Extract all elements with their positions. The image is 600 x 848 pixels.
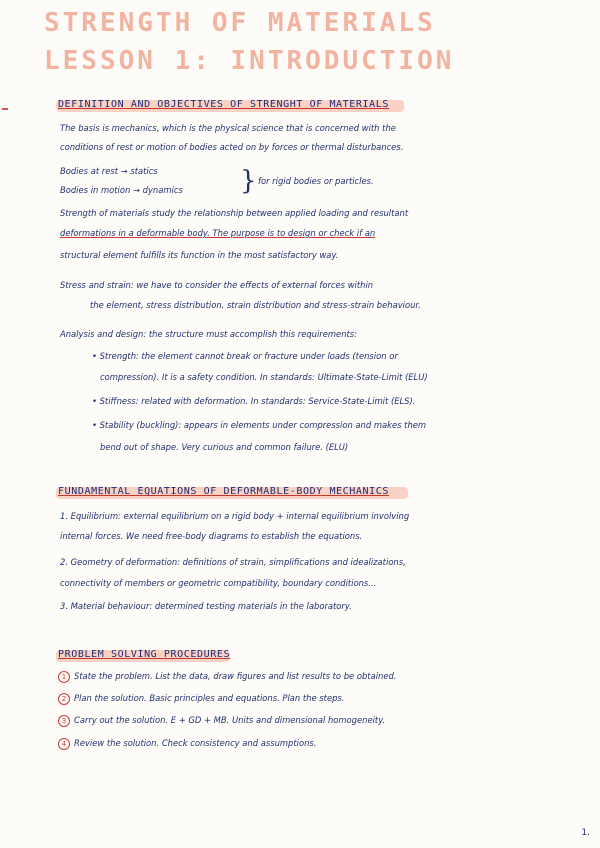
- s1-line-11: Analysis and design: the structure must accomplish this requirements:: [60, 329, 357, 339]
- s1-line-8: structural element fulfills its function in the most satisfactory way.: [60, 250, 339, 260]
- s1-line-15: • Stability (buckling): appears in elements under compression and makes them: [92, 420, 427, 430]
- s2-line-4: connectivity of members or geometric compatibility, boundary conditions...: [60, 578, 377, 588]
- s1-line-14: • Stiffness: related with deformation. In standards: Service-State-Limit (ELS).: [92, 396, 416, 406]
- section2-heading: FUNDAMENTAL EQUATIONS OF DEFORMABLE-BODY MECHANICS: [58, 486, 390, 497]
- s1-line-2: conditions of rest or motion of bodies acted on by forces or thermal disturbances.: [60, 142, 404, 152]
- s1-line-13: compression). It is a safety condition. In standards: Ultimate-State-Limit (ELU): [100, 372, 428, 382]
- s1-line-5: for rigid bodies or particles.: [258, 176, 374, 186]
- step-number-circle: 3: [58, 715, 70, 727]
- s3-item-3: [58, 715, 385, 727]
- s1-line-6: Strength of materials study the relationship between applied loading and resultant: [60, 208, 409, 218]
- page-number: 1.: [581, 828, 590, 838]
- s3-item-text: Plan the solution. Basic principles and equations. Plan the steps.: [74, 693, 345, 703]
- s3-item-text: Carry out the solution. E + GD + MB. Units and dimensional homogeneity.: [74, 715, 386, 725]
- step-number-circle: 1: [58, 671, 70, 683]
- s1-line-1: The basis is mechanics, which is the physical science that is concerned with the: [60, 123, 396, 133]
- s1-line-4: Bodies in motion → dynamics: [60, 185, 183, 195]
- s2-line-3: 2. Geometry of deformation: definitions of strain, simplifications and idealizations,: [60, 557, 406, 567]
- s3-item-4: [58, 738, 316, 750]
- s2-line-5: 3. Material behaviour: determined testing materials in the laboratory.: [60, 601, 352, 611]
- s3-item-text: State the problem. List the data, draw figures and list results to be obtained.: [74, 671, 397, 681]
- s1-line-12: • Strength: the element cannot break or fracture under loads (tension or: [92, 351, 398, 361]
- s2-line-1: 1. Equilibrium: external equilibrium on a rigid body + internal equilibrium involving: [60, 511, 410, 521]
- brace-symbol: }: [240, 166, 257, 196]
- s1-line-9: Stress and strain: we have to consider the effects of external forces within: [60, 280, 374, 290]
- title-line-2: LESSON 1: INTRODUCTION: [44, 46, 455, 76]
- s1-line-7: deformations in a deformable body. The purpose is to design or check if an: [60, 228, 376, 238]
- s3-item-2: [58, 693, 344, 705]
- s1-line-10: the element, stress distribution, strain distribution and stress-strain behaviour.: [90, 300, 421, 310]
- s3-item-text: Review the solution. Check consistency and assumptions.: [74, 738, 317, 748]
- step-number-circle: 4: [58, 738, 70, 750]
- step-number-circle: 2: [58, 693, 70, 705]
- section1-heading: DEFINITION AND OBJECTIVES OF STRENGHT OF MATERIALS: [58, 99, 390, 110]
- s1-line-3: Bodies at rest → statics: [60, 166, 158, 176]
- section3-heading: PROBLEM SOLVING PROCEDURES: [58, 649, 231, 660]
- s2-line-2: internal forces. We need free-body diagrams to establish the equations.: [60, 531, 363, 541]
- margin-mark: [2, 108, 8, 110]
- s1-line-16: bend out of shape. Very curious and common failure. (ELU): [100, 442, 349, 452]
- title-line-1: STRENGTH OF MATERIALS: [44, 8, 436, 38]
- s3-item-1: [58, 671, 396, 683]
